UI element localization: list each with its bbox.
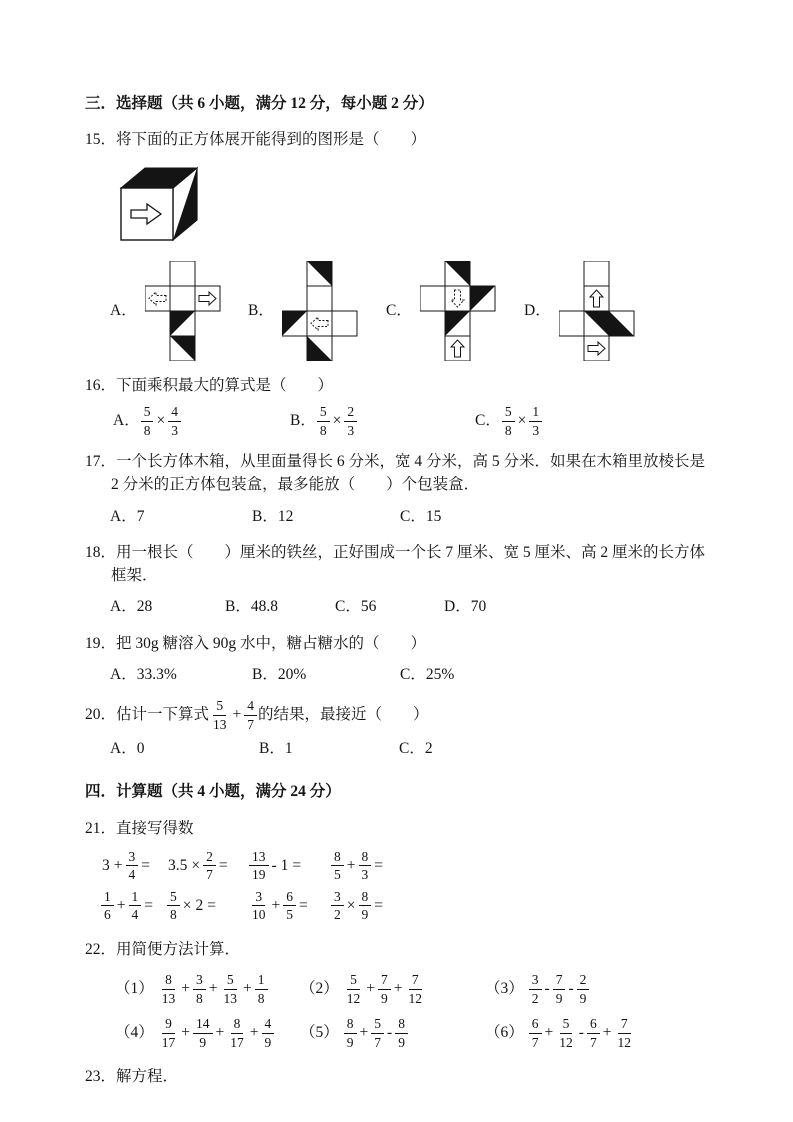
option-b — [290, 405, 475, 437]
item-1-expression: $\frac{8}{13}$ + $\frac{3}{8}$ + $\frac{5}{13}$ + $\frac{1}{8}$ — [158, 973, 269, 1005]
net-d-figure-icon — [559, 261, 635, 361]
question-20 — [85, 699, 715, 760]
question-21-title: 21．直接写得数 — [85, 819, 194, 837]
question-19-stem: 19．把 30g 糖溶入 90g 水中，糖占糖水的（ ） — [85, 634, 427, 652]
item-6-expression: $\frac{6}{7}$ + $\frac{5}{12}$ - $\frac{6}{7}$ + $\frac{7}{12}$ — [528, 1017, 635, 1049]
item-4-expression: $\frac{9}{17}$ + $\frac{14}{9}$ + $\frac{8}{17}$ + $\frac{4}{9}$ — [158, 1017, 276, 1049]
question-23 — [85, 1065, 715, 1088]
question-21 — [85, 817, 715, 922]
option-c: C．56 — [335, 598, 377, 616]
option-a — [113, 405, 290, 437]
section-4-heading: 四．计算题（共 4 小题，满分 24 分） — [85, 783, 341, 801]
calc-item-2 — [300, 973, 485, 1005]
item-5-label: （5） — [300, 1024, 339, 1042]
option-a: A．0 — [110, 740, 145, 757]
question-22-row-2 — [115, 1017, 715, 1049]
question-17-stem: 17．一个长方体木箱，从里面量得长 6 分米，宽 4 分米，高 5 分米．如果在木箱里放棱长是 2 分米的正方体包装盒，最多能放（ ）个包装盒． — [85, 453, 706, 494]
question-20-stem-suffix: 的结果，最接近（ ） — [258, 706, 429, 724]
option-a-label: A． — [113, 412, 140, 430]
question-21-row-2 — [100, 890, 715, 922]
option-b — [248, 261, 386, 361]
item-3-label: （3） — [485, 980, 524, 998]
question-17-options — [85, 505, 715, 528]
option-a: A．33.3% — [110, 665, 177, 683]
question-18 — [85, 541, 715, 619]
option-b: B．1 — [259, 740, 293, 757]
option-b-label: B． — [248, 302, 274, 320]
question-19-options — [85, 663, 715, 686]
option-b-expression: $\frac{5}{8}$ × $\frac{2}{3}$ — [316, 405, 358, 437]
question-20-stem-prefix: 20．估计一下算式 — [85, 706, 210, 724]
net-b-figure-icon — [282, 261, 358, 361]
option-b: B．20% — [252, 665, 307, 683]
question-22-row-1 — [115, 973, 715, 1005]
question-18-stem: 18．用一根长（ ）厘米的铁丝，正好围成一个长 7 厘米、宽 5 厘米、高 2 厘米的长方体框架． — [85, 543, 706, 584]
calc-item: 3 + $\frac{3}{4}$ = — [102, 848, 150, 883]
calc-item: $\frac{5}{8}$ × 2 = — [166, 890, 248, 922]
item-3-expression: $\frac{3}{2}$ - $\frac{7}{9}$ - $\frac{2}{9}$ — [528, 973, 591, 1005]
question-22-title: 22．用简便方法计算． — [85, 940, 241, 958]
calc-item-4 — [115, 1017, 300, 1049]
calc-item-5 — [300, 1017, 485, 1049]
option-a — [110, 261, 248, 361]
item-5-expression: $\frac{8}{9}$ + $\frac{5}{7}$ - $\frac{8}{9}$ — [343, 1017, 409, 1049]
option-c-label: C． — [475, 412, 501, 430]
calc-item: $\frac{13}{19}$ - 1 = — [248, 850, 330, 882]
item-4-label: （4） — [115, 1024, 154, 1042]
question-15-stem: 15．将下面的正方体展开能得到的图形是（ ） — [85, 131, 427, 149]
option-d: D．70 — [444, 598, 487, 616]
question-22 — [85, 938, 715, 1049]
question-18-options — [85, 595, 715, 618]
calc-item: $\frac{8}{5}$ + $\frac{8}{3}$ = — [330, 850, 385, 882]
option-a: A．28 — [110, 598, 153, 616]
question-15 — [85, 128, 715, 361]
option-a-label: A． — [110, 302, 137, 320]
net-c-figure-icon — [420, 261, 496, 361]
question-15-options-row — [110, 261, 715, 361]
option-c-label: C． — [386, 302, 412, 320]
calc-item-1 — [115, 973, 300, 1005]
question-20-expression: $\frac{5}{13}$ + $\frac{4}{7}$ — [209, 699, 258, 731]
net-a-figure-icon — [145, 261, 221, 361]
item-1-label: （1） — [115, 980, 154, 998]
calc-item-6 — [485, 1017, 635, 1049]
question-15-cube-figure — [113, 162, 715, 253]
question-20-options — [85, 737, 715, 760]
question-16-options — [85, 405, 715, 437]
option-b: B．48.8 — [225, 598, 278, 616]
question-16-stem: 16．下面乘积最大的算式是（ ） — [85, 376, 334, 394]
option-a: A．7 — [110, 507, 145, 525]
question-20-stem — [85, 699, 715, 731]
item-2-label: （2） — [300, 980, 339, 998]
option-c: C．25% — [400, 665, 455, 683]
option-c — [475, 405, 543, 437]
option-c — [386, 261, 524, 361]
section-3-heading: 三．选择题（共 6 小题，满分 12 分，每小题 2 分） — [85, 95, 434, 112]
option-c: C．2 — [399, 740, 433, 757]
calc-item: $\frac{3}{2}$ × $\frac{8}{9}$ = — [330, 890, 385, 922]
option-d-label: D． — [524, 302, 551, 320]
question-19 — [85, 632, 715, 687]
option-b-label: B． — [290, 412, 316, 430]
item-6-label: （6） — [485, 1024, 524, 1042]
option-a-expression: $\frac{5}{8}$ × $\frac{4}{3}$ — [140, 405, 182, 437]
calc-item-3 — [485, 973, 590, 1005]
question-21-row-1 — [100, 850, 715, 882]
option-b: B．12 — [252, 507, 294, 525]
cube-figure-icon — [113, 162, 213, 246]
question-17 — [85, 450, 715, 528]
option-c: C．15 — [400, 507, 442, 525]
calc-item: $\frac{3}{10}$ + $\frac{6}{5}$ = — [252, 888, 308, 923]
option-d — [524, 261, 635, 361]
calc-item: 3.5 × $\frac{2}{7}$ = — [168, 848, 228, 883]
question-23-title: 23．解方程． — [85, 1068, 179, 1085]
calc-item: $\frac{1}{6}$ + $\frac{1}{4}$ = — [100, 890, 166, 922]
item-2-expression: $\frac{5}{12}$ + $\frac{7}{9}$ + $\frac{7}{12}$ — [346, 972, 423, 1006]
option-c-expression: $\frac{5}{8}$ × $\frac{1}{3}$ — [501, 405, 543, 437]
question-16 — [85, 374, 715, 437]
